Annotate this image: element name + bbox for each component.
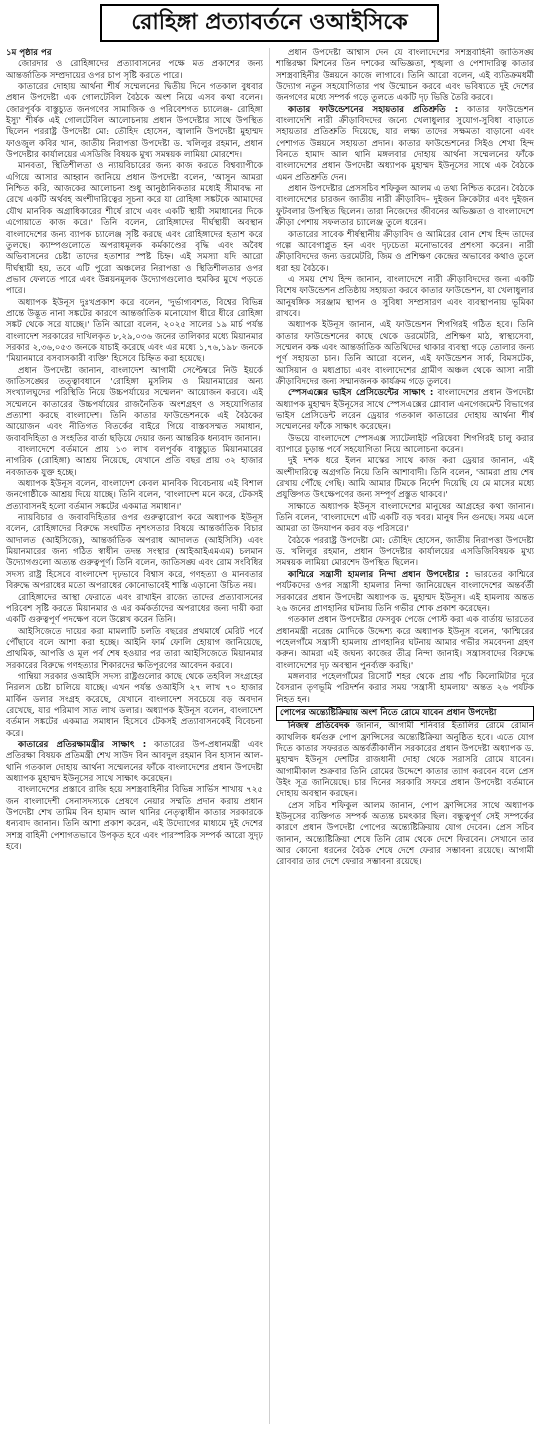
funeral-lead: জানান, আগামী শনিবার ইতালির রোমে রোমান ক্যাথলিক ধর্মগুরু পোপ ফ্রান্সিসের অন্ত্যেষ্টিক্রিয়া অনুষ্ঠিত হবে। এতে যোগ দিতে কাতার সফররত অন্তর্বর্তীকালীন সরকারের প্রধান উপদেষ্টা অধ্যাপক ড. মুহাম্মদ ইউনূস দেশটির রাজধানী দোহা থেকে সরাসরি রোমে যাবেন। আগামীকাল শুক্রবার তিনি রোমের উদ্দেশে কাতার ত্যাগ করবেন বলে প্রেস উইং সূত্র জানিয়েছে। চার দিনের সরকারি সফরে প্রধান উপদেষ্টা বর্তমানে দোহায় অবস্থান করছেন। <box>276 721 534 800</box>
article-paragraph: এ সময় শেখ হিন্দ জানান, বাংলাদেশে নারী ক্রীড়াবিদদের জন্য একটি বিশেষ ফাউন্ডেশন প্রতিষ্ঠায় সহায়তা করবে কাতার ফাউন্ডেশন, যা খেলাধুলার আনুষঙ্গিক সরঞ্জাম স্থাপন ও সুবিধা সম্প্রসারণ এবং ব্যবস্থাপনায় ভূমিকা রাখবে। <box>276 274 534 319</box>
foundation-lead: কাতার ফাউন্ডেশন বাংলাদেশি নারী ক্রীড়াবিদদের জন্যে খেলাধুলার সুযোগ-সুবিধা বাড়াতে সহায়তার প্রতিশ্রুতি দিয়েছে, যার লক্ষ্য তাদের সক্ষমতা বাড়ানো এবং পেশাগত উন্নয়নে সহায়তা প্রদান। কাতার ফাউন্ডেশনের সিইও শেখা হিন্দ বিনতে হামাদ আল থানি মঙ্গলবার দোহায় আর্থনা সম্মেলনের ফাঁকে বাংলাদেশের প্রধান উপদেষ্টা অধ্যাপক মুহাম্মদ ইউনূসের সাথে এক বৈঠকে এমন প্রতিশ্রুতি দেন। <box>276 104 534 183</box>
article-paragraph: উভয়ে বাংলাদেশে স্পেসএক্স স্যাটেলাইট পরিষেবা শিগগিরই চালু করার ব্যাপারে চূড়ান্ত পর্বে সহযোগিতা নিয়ে আলোচনা করেন। <box>276 433 534 456</box>
spacex-section <box>276 388 534 433</box>
article-paragraph: প্রধান উপদেষ্টা আশ্বাস দেন যে বাংলাদেশের সশস্ত্রবাহিনী জাতিসঙ্ঘ শান্তিরক্ষা মিশনের তিন দশকের অভিজ্ঞতা, শৃঙ্খলা ও পেশাদারিত্ব কাতার সশস্ত্রবাহিনীর উন্নয়নে কাজে লাগাবে। তিনি আরো বলেন, এই ব্যতিক্রমধর্মী উদ্যোগ নতুন সহযোগিতার পথ উন্মোচন করবে এবং ভবিষ্যতে দুই দেশের জনগণের মধ্যে সম্পর্ক গড়ে তুলতে একটি দৃঢ় ভিত্তি তৈরি করবে। <box>276 48 534 104</box>
kashmir-lead: ভারতের কাশ্মিরে পর্যটকদের ওপর সন্ত্রাসী হামলার নিন্দা জানিয়েছেন বাংলাদেশের অন্তর্বর্তী সরকারের প্রধান উপদেষ্টা অধ্যাপক ড. মুহাম্মদ ইউনূস। এই হামলায় অন্তত ২৬ জনের প্রাণহানির ঘটনায় তিনি গভীর শোক প্রকাশ করেছেন। <box>276 569 534 614</box>
article-paragraph: প্রেস সচিব শফিকুল আলম জানান, পোপ ফ্রান্সিসের সাথে অধ্যাপক ইউনূসের ব্যক্তিগত সম্পর্ক অত্যন্ত চমৎকার ছিল। বন্ধুত্বপূর্ণ সেই সম্পর্কের কারণে প্রধান উপদেষ্টা পোপের অন্ত্যেষ্টিক্রিয়ায় যোগ দেবেন। প্রেস সচিব জানান, অন্ত্যেষ্টিক্রিয়া শেষে তিনি রোম থেকে দেশে ফিরবেন। সেখানে তার আর কোনো ধরনের বৈঠক শেষে দেশে ফেরার সম্ভাবনা রয়েছে। আগামী রোববার তার দেশে ফেরার সম্ভাবনা রয়েছে। <box>276 800 534 868</box>
kashmir-heading: কাশ্মিরে সন্ত্রাসী হামলার নিন্দা প্রধান উপদেষ্টার : <box>288 569 469 580</box>
funeral-byline: নিজস্ব প্রতিবেদক <box>288 721 350 732</box>
article-paragraph: দুই দশক ধরে ইলন মাস্কের সাথে কাজ করা ড্রেয়ার জানান, এই অংশীদারিত্বে অগ্রগতি নিয়ে তিনি আশাবাদী। তিনি বলেন, 'আমরা প্রায় শেষ রেখায় পৌঁছে গেছি। আমি আমার টিমকে নির্দেশ দিয়েছি যে মে মাসের মধ্যে প্রযুক্তিগত উৎক্ষেপণের জন্য সম্পূর্ণ প্রস্তুত থাকবে।' <box>276 456 534 501</box>
article-paragraph: অধ্যাপক ইউনূস বলেন, বাংলাদেশ কেবল মানবিক বিবেচনায় এই বিশাল জনগোষ্ঠীকে আশ্রয় দিয়ে যাচ্ছে। তিনি বলেন, 'বাংলাদেশ মনে করে, টেকসই প্রত্যাবাসনই হলো বর্তমান সঙ্কটের একমাত্র সমাধান।' <box>6 479 263 512</box>
spacex-heading: স্পেসএক্সের ভাইস প্রেসিডেন্টের সাক্ষাৎ : <box>288 388 434 399</box>
article-paragraph: বাংলাদেশের প্রস্তাবে রাজি হয়ে সশস্ত্রবাহিনীর বিভিন্ন সার্ভিস শাখায় ৭২৫ জন বাংলাদেশী সেনাসদস্যকে প্রেষণে নেয়ার সম্মতি প্রদান করায় প্রধান উপদেষ্টা শেখ তামিম বিন হামাদ আল থানির নেতৃত্বাধীন কাতার সরকারকে ধন্যবাদ জানান। তিনি আশা প্রকাশ করেন, এই উদ্যোগের মাধ্যমে দুই দেশের সশস্ত্র বাহিনী পেশাগতভাবে উপকৃত হবে এবং পারস্পরিক সম্পর্ক আরো সুদৃঢ় হবে। <box>6 785 263 853</box>
kashmir-section <box>276 570 534 615</box>
right-column <box>276 48 534 1424</box>
article-paragraph: বাংলাদেশে বর্তমানে প্রায় ১৩ লাখ বলপূর্বক বাস্তুচ্যুত মিয়ানমারের নাগরিক (রোহিঙ্গা) আশ্রয় নিয়েছে, যেখানে প্রতি বছর প্রায় ৩২ হাজার নবজাতক যুক্ত হচ্ছে। <box>6 445 263 478</box>
article-paragraph: আইসিজেতে দায়ের করা মামলাটি চলতি বছরের প্রথমার্ধে মেরিট পর্বে পৌঁছাবে বলে আশা করা হচ্ছে। আইনি ফার্ম ফোলি হোয়াগ জানিয়েছে, প্রাথমিক, আপত্তি ও মূল পর্ব শেষ হওয়ার পর তারা আইসিজেতে মিয়ানমার সরকারের বিরুদ্ধে গণহত্যার শিকারদের ক্ষতিপূরণের আবেদন করবে। <box>6 626 263 671</box>
article-paragraph: রোহিঙ্গাদের আস্থা ফেরাতে এবং রাখাইন রাজ্যে তাদের প্রত্যাবাসনের পরিবেশ সৃষ্টি করতে মিয়ানমার ও এর কর্মকর্তাদের অপরাধের জন্য দায়ী করা একটি গুরুত্বপূর্ণ পদক্ষেপ বলে উল্লেখ করেন তিনি। <box>6 592 263 626</box>
article-paragraph: বৈঠকে পররাষ্ট্র উপদেষ্টা মো: তৌহিদ হোসেন, জাতীয় নিরাপত্তা উপদেষ্টা ড. খলিলুর রহমান, প্রধান উপদেষ্টার কার্যালয়ের এসডিজিবিষয়ক মুখ্য সমন্বয়ক লামিয়া মোরশেদ উপস্থিত ছিলেন। <box>276 535 534 569</box>
article-paragraph: ন্যায়বিচার ও জবাবদিহিতার ওপর গুরুত্বারোপ করে অধ্যাপক ইউনূস বলেন, রোহিঙ্গাদের বিরুদ্ধে সংঘটিত নৃশংসতার বিষয়ে আন্তর্জাতিক বিচার আদালত (আইসিজে), আন্তর্জাতিক অপরাধ আদালত (আইসিসি) এবং মিয়ানমারের জন্য গঠিত স্বাধীন তদন্ত সংস্থার (আইআইএমএম) চলমান উদ্যোগগুলো অত্যন্ত গুরুত্বপূর্ণ। তিনি বলেন, জাতিসঙ্ঘ এবং রোম সংবিধির সদস্য রাষ্ট্র হিসেবে বাংলাদেশ দৃঢ়ভাবে বিশ্বাস করে, গণহত্যা ও মানবতার বিরুদ্ধে অপরাধের মতো অপরাধের কোনোভাবেই শাস্তি এড়ানো উচিত নয়। <box>6 513 263 592</box>
article-paragraph: মঙ্গলবার পহেলগাঁমের রিসোর্ট শহর থেকে প্রায় পাঁচ কিলোমিটার দূরে বৈসরান তৃণভূমি পরিদর্শন করার সময় 'সন্ত্রাসী হামলায়' অন্তত ২৬ পর্যটক নিহত হন। <box>276 671 534 705</box>
left-column <box>6 48 263 1424</box>
article-paragraph: অধ্যাপক ইউনূস দুঃখপ্রকাশ করে বলেন, 'দুর্ভাগ্যবশত, বিশ্বের বিভিন্ন প্রান্তে উদ্ভূত নানা সঙ্কটের কারণে আন্তর্জাতিক মনোযোগ ধীরে ধীরে রোহিঙ্গা সঙ্কট থেকে সরে যাচ্ছে।' তিনি আরো বলেন, ২০২৫ সালের ১৯ মার্চ পর্যন্ত বাংলাদেশ সরকারের দাখিলকৃত ৮,২৯,০৩৬ জনের তালিকার মধ্যে মিয়ানমার সরকার ২,৩৬,০৫৩ জনকে যাচাই করেছে এবং এর মধ্যে ১,৭৬,১৯৮ জনকে 'মিয়ানমারে বসবাসকারী ব্যক্তি' হিসেবে চিহ্নিত করা হয়েছে। <box>6 297 263 365</box>
spacex-lead: বাংলাদেশের প্রধান উপদেষ্টা অধ্যাপক মুহাম্মদ ইউনূসের সাথে স্পেসএক্সের গ্লোবাল এনগেজমেন্ট বিভাগের ভাইস প্রেসিডেন্ট লরেন ড্রেয়ার গতকাল কাতারের দোহায় আর্থনা শীর্ষ সম্মেলনের ফাঁকে সাক্ষাৎ করেছেন। <box>276 388 534 433</box>
foundation-section <box>276 105 534 184</box>
continued-label: ১ম পৃষ্ঠার পর <box>6 48 52 58</box>
article-paragraph: গাম্বিয়া সরকার ওআইসি সদস্য রাষ্ট্রগুলোর কাছে থেকে তহবিল সংগ্রহের নিরলস চেষ্টা চালিয়ে যাচ্ছে। এখন পর্যন্ত ওআইসি ২৭ লাখ ৭০ হাজার মার্কিন ডলার সংগ্রহ করেছে, যেখানে বাংলাদেশ সবচেয়ে বড় অবদান রেখেছে, যার পরিমাণ সাত লাখ ডলার। অধ্যাপক ইউনূস বলেন, বাংলাদেশ বর্তমান সঙ্কটের একমাত্র সমাধান হিসেবে টেকসই প্রত্যাবাসনকেই বিবেচনা করে। <box>6 671 263 739</box>
funeral-section <box>276 721 534 800</box>
foundation-heading: কাতার ফাউন্ডেশনের সহায়তার প্রতিশ্রুতি : <box>288 104 459 115</box>
article-paragraph: প্রধান উপদেষ্টার প্রেসসচিব শফিকুল আলম এ তথ্য নিশ্চিত করেন। বৈঠকে বাংলাদেশের চারজন জাতীয় নারী ক্রীড়াবিদ– দুইজন ক্রিকেটার এবং দুইজন ফুটবলার উপস্থিত ছিলেন। তারা নিজেদের জীবনের অভিজ্ঞতা ও বাংলাদেশে ক্রীড়া পেশায় সফলতার চ্যালেঞ্জ তুলে ধরেন। <box>276 184 534 229</box>
defense-section <box>6 740 263 785</box>
article-paragraph: জোরদার ও রোহিঙ্গাদের প্রত্যাবাসনের পক্ষে মত প্রকাশের জন্য আন্তর্জাতিক সম্প্রদায়ের ওপর চাপ সৃষ্টি করতে পারে। <box>6 59 263 81</box>
article-paragraph: সাক্ষাতে অধ্যাপক ইউনূস বাংলাদেশের মানুষের আগ্রহের কথা জানান। তিনি বলেন, 'বাংলাদেশে এটি একটি বড় খবর। মানুষ দিন গুনছে। সময় এলে আমরা তা উদযাপন করব বড় পরিসরে।' <box>276 501 534 535</box>
defense-lead: কাতারের উপ-প্রধানমন্ত্রী এবং প্রতিরক্ষা বিষয়ক প্রতিমন্ত্রী শেখ সাউদ বিন আবদুল রহমান বিন হাসান আল-থানি গতকাল দোহায় আর্থনা সম্মেলনের ফাঁকে বাংলাদেশের প্রধান উপদেষ্টা অধ্যাপক মুহাম্মদ ইউনূসের সাথে সাক্ষাৎ করেছেন। <box>6 739 263 784</box>
column-divider <box>269 48 270 1424</box>
article-paragraph: প্রধান উপদেষ্টা জানান, বাংলাদেশ আগামী সেপ্টেম্বরে নিউ ইয়র্কে জাতিসঙ্ঘের তত্ত্বাবধানে 'রোহিঙ্গা মুসলিম ও মিয়ানমারের অন্য সংখ্যালঘুদের পরিস্থিতি নিয়ে উচ্চপর্যায়ের সম্মেলন' আয়োজন করবে। এই সম্মেলনে কাতারের উচ্চপর্যায়ের রাজনৈতিক অংশগ্রহণ ও সহযোগিতার প্রত্যাশা করছে বাংলাদেশ। তিনি কাতার ফাউন্ডেশনকে এই বৈঠকের আয়োজন এবং নীতিগত বিতর্কের বাইরে গিয়ে বাস্তবসম্মত সমাধান, জবাবদিহিতা ও সংহতির বার্তা ছড়িয়ে দেয়ার জন্য আন্তরিক ধন্যবাদ জানান। <box>6 365 263 444</box>
article-paragraph: গতকাল প্রধান উপদেষ্টার ফেসবুক পেজে পোস্ট করা এক বার্তায় ভারতের প্রধানমন্ত্রী নরেন্দ্র মোদিকে উদ্দেশ্য করে অধ্যাপক ইউনূস বলেন, 'কাশ্মিরের পহেলগাঁমে সন্ত্রাসী হামলায় প্রাণহানির ঘটনায় আমার গভীর সমবেদনা গ্রহণ করুন। আমরা এই জঘন্য কাজের তীব্র নিন্দা জানাই। সন্ত্রাসবাদের বিরুদ্ধে বাংলাদেশের দৃঢ় অবস্থান পুনর্ব্যক্ত করছি।' <box>276 615 534 671</box>
defense-heading: কাতারের প্রতিরক্ষামন্ত্রীর সাক্ষাৎ : <box>18 739 147 750</box>
article-paragraph: অধ্যাপক ইউনূস জানান, এই ফাউন্ডেশন শিগগিরই গঠিত হবে। তিনি কাতার ফাউন্ডেশনের কাছে থেকে ডরমেটরি, প্রশিক্ষণ মাঠ, স্বাস্থ্যসেবা, সম্মেলন কক্ষ এবং আন্তর্জাতিক অতিথিদের থাকার ব্যবস্থা গড়ে তোলার জন্য পূর্ণ সহায়তা চান। তিনি আরো বলেন, এই ফাউন্ডেশন সার্ক, বিমসটেক, আসিয়ান ও মধ্যপ্রাচ্য এবং বাংলাদেশের গ্রামীণ অঞ্চল থেকে আসা নারী ক্রীড়াবিদদের জন্য সম্মানজনক কার্যক্রম গড়ে তুলবে। <box>276 320 534 387</box>
article-paragraph: মানবতা, স্থিতিশীলতা ও ন্যায়বিচারের জন্য কাজ করতে বিশ্বব্যাপীকে এগিয়ে আসার আহ্বান জানিয়ে প্রধান উপদেষ্টা বলেন, 'আসুন আমরা নিশ্চিত করি, আজকের আলোচনা শুধু আনুষ্ঠানিকতার মধ্যেই সীমাবদ্ধ না রেখে একটি অর্থবহ অংশীদারিত্বের সূচনা করে যা রোহিঙ্গা সঙ্কটকে আমাদের যৌথ মানবিক অগ্রাধিকারের শীর্ষে রাখে এবং একটি স্থায়ী সমাধানের দিকে এগোয়াতে কাজ করে।' তিনি বলেন, রোহিঙ্গাদের দীর্ঘস্থায়ী অবস্থান বাংলাদেশের জন্য ব্যাপক চ্যালেঞ্জ সৃষ্টি করছে এবং রোহিঙ্গাদের হতাশ করে তুলছে। ক্যাম্পগুলোতে অপরাধমূলক কর্মকাণ্ডের বৃদ্ধি এবং অবৈধ অভিবাসনের চেষ্টা তাদের হতাশার স্পষ্ট চিহ্ন। এই সমস্যা যদি আরো দীর্ঘস্থায়ী হয়, তবে এটি পুরো অঞ্চলের নিরাপত্তা ও স্থিতিশীলতার ওপর প্রভাব ফেলতে পারে এবং উন্নয়নমূলক উদ্যোগগুলোও হুমকির মুখে পড়তে পারে। <box>6 161 263 297</box>
headline: রোহিঙ্গা প্রত্যাবর্তনে ওআইসিকে <box>100 4 439 42</box>
article-paragraph: কাতারের দোহায় আর্থনা শীর্ষ সম্মেলনের দ্বিতীয় দিনে গতকাল বুধবার প্রধান উপদেষ্টা এক গোলটেবিল বৈঠকে অংশ নিয়ে এসব কথা বলেন। জোরপূর্বক বাস্তুচ্যুত জনগণের সামাজিক ও পরিবেশগত চ্যালেঞ্জ- রোহিঙ্গা ইস্যু' শীর্ষক এই গোলটেবিল আলোচনায় প্রধান উপদেষ্টার সাথে উপস্থিত ছিলেন পররাষ্ট্র উপদেষ্টা মো: তৌহিদ হোসেন, জ্বালানি উপদেষ্টা মুহাম্মদ ফাওজুল কবির খান, জাতীয় নিরাপত্তা উপদেষ্টা ড. খলিলুর রহমান, প্রধান উপদেষ্টার কার্যালয়ের এসডিজি বিষয়ক মুখ্য সমন্বয়ক লামিয়া মোরশেদ। <box>6 82 263 161</box>
funeral-heading: পোপের অন্ত্যেষ্টিক্রিয়ায় অংশ নিতে রোমে যাবেন প্রধান উপদেষ্টা <box>276 706 534 721</box>
article-paragraph: কাতারের সাবেক শীর্ষস্থানীয় ক্রীড়াবিদ ও আমিরের বোন শেখ হিন্দ তাদের গল্পে আবেগাপ্লুত হন এবং দৃঢ়চেতা মনোভাবের প্রশংসা করেন। নারী ক্রীড়াবিদদের জন্য ডরমেটরি, জিম ও প্রশিক্ষণ কেন্দ্রের অভাবের কথাও তুলে ধরা হয় বৈঠকে। <box>276 229 534 274</box>
